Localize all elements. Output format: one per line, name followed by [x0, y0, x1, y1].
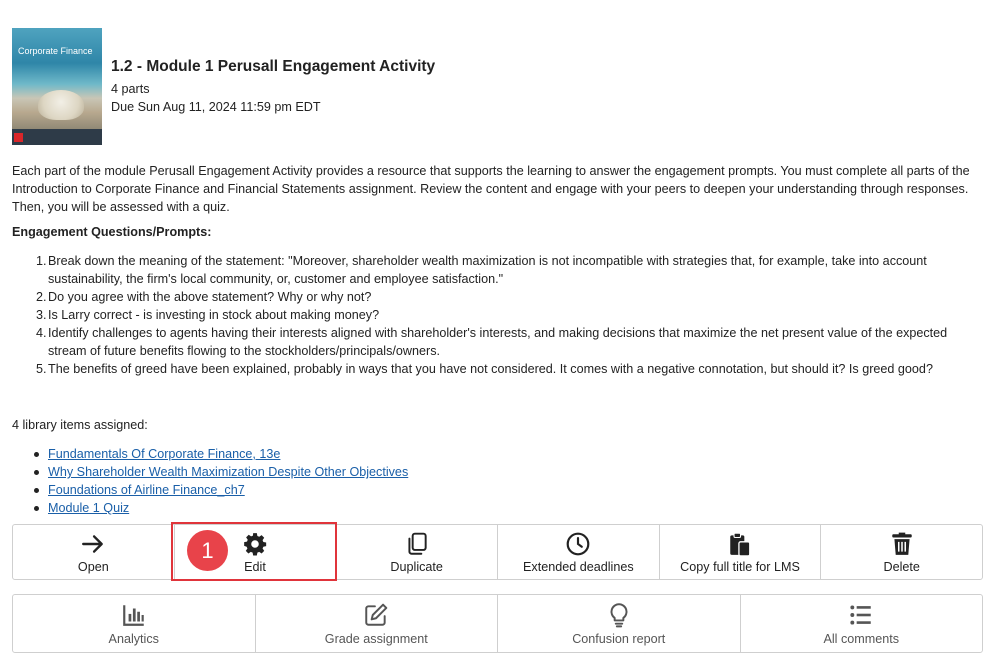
library-count: 4 library items assigned: [12, 418, 148, 432]
extended-deadlines-button[interactable] [498, 525, 660, 579]
analytics-button[interactable] [13, 595, 256, 652]
clock-icon [565, 531, 591, 557]
copy-title-button[interactable] [660, 525, 822, 579]
delete-button[interactable] [821, 525, 982, 579]
copy-icon [404, 531, 430, 557]
open-label: Open [77, 560, 109, 574]
bar-chart-icon [121, 602, 147, 628]
prompt-item: 3. Is Larry correct - is investing in stock about making money? [36, 308, 380, 322]
assignment-parts: 4 parts [111, 82, 150, 96]
edit-label: Edit [244, 560, 266, 574]
prompt-item: 5. The benefits of greed have been explained, probably in ways that you have not considered. It comes with a negative connotation, but should it? Is greed good? [36, 362, 933, 376]
clipboard-icon [727, 531, 753, 557]
assignment-actions-toolbar [12, 524, 983, 580]
library-item [12, 481, 408, 499]
confusion-report-label: Confusion report [572, 632, 666, 646]
publisher-logo [14, 133, 23, 142]
library-item [12, 463, 408, 481]
prompts-list [12, 252, 972, 378]
assignment-title: 1.2 - Module 1 Perusall Engagement Activity [111, 58, 436, 75]
assignment-due-date: Due Sun Aug 11, 2024 11:59 pm EDT [111, 100, 321, 114]
list-icon [848, 602, 874, 628]
library-item [12, 445, 408, 463]
all-comments-label: All comments [823, 632, 900, 646]
step-number-badge: 1 [187, 530, 228, 571]
extended-deadlines-label: Extended deadlines [523, 560, 634, 574]
confusion-report-button[interactable] [498, 595, 741, 652]
prompt-item: 1. Break down the meaning of the statement: "Moreover, shareholder wealth maximization is not incompatible with strategies that, for example, take into account sustainability, the firm's local community, or, customer and employee satisfaction." [36, 254, 927, 286]
open-button[interactable] [13, 525, 175, 579]
lightbulb-icon [606, 602, 632, 628]
trash-icon [889, 531, 915, 557]
library-item [12, 499, 408, 517]
book-cover-title: Corporate Finance [18, 46, 93, 56]
analytics-label: Analytics [108, 632, 159, 646]
duplicate-label: Duplicate [390, 560, 443, 574]
library-link[interactable]: Module 1 Quiz [48, 501, 130, 515]
gear-icon [242, 531, 268, 557]
grade-assignment-button[interactable] [256, 595, 499, 652]
delete-label: Delete [883, 560, 920, 574]
duplicate-button[interactable] [336, 525, 498, 579]
prompt-item: 2. Do you agree with the above statement? Why or why not? [36, 290, 372, 304]
copy-title-label: Copy full title for LMS [680, 560, 800, 574]
library-link[interactable]: Why Shareholder Wealth Maximization Despite Other Objectives [48, 465, 409, 479]
library-link[interactable]: Fundamentals Of Corporate Finance, 13e [48, 447, 281, 461]
grade-assignment-label: Grade assignment [324, 632, 428, 646]
library-link[interactable]: Foundations of Airline Finance_ch7 [48, 483, 245, 497]
edit-square-icon [363, 602, 389, 628]
library-list [12, 445, 408, 517]
prompts-heading: Engagement Questions/Prompts: [12, 225, 212, 239]
all-comments-button[interactable] [741, 595, 983, 652]
arrow-right-icon [80, 531, 106, 557]
prompt-item: 4. Identify challenges to agents having their interests aligned with shareholder's interests, and making decisions that maximize the net present value of the expected stream of future benefits flowing to the stockholders/principals/owners. [36, 326, 948, 358]
book-cover-image [12, 28, 102, 145]
reports-toolbar [12, 594, 983, 653]
assignment-description: Each part of the module Perusall Engagement Activity provides a resource that supports the learning to answer the engagement prompts. You must complete all parts of the Introduction to Corporate Finance and Financial Statements assignment. Review the content and engage with your peers to deepen your understanding through responses. Then, you will be assessed with a quiz. [12, 164, 970, 214]
